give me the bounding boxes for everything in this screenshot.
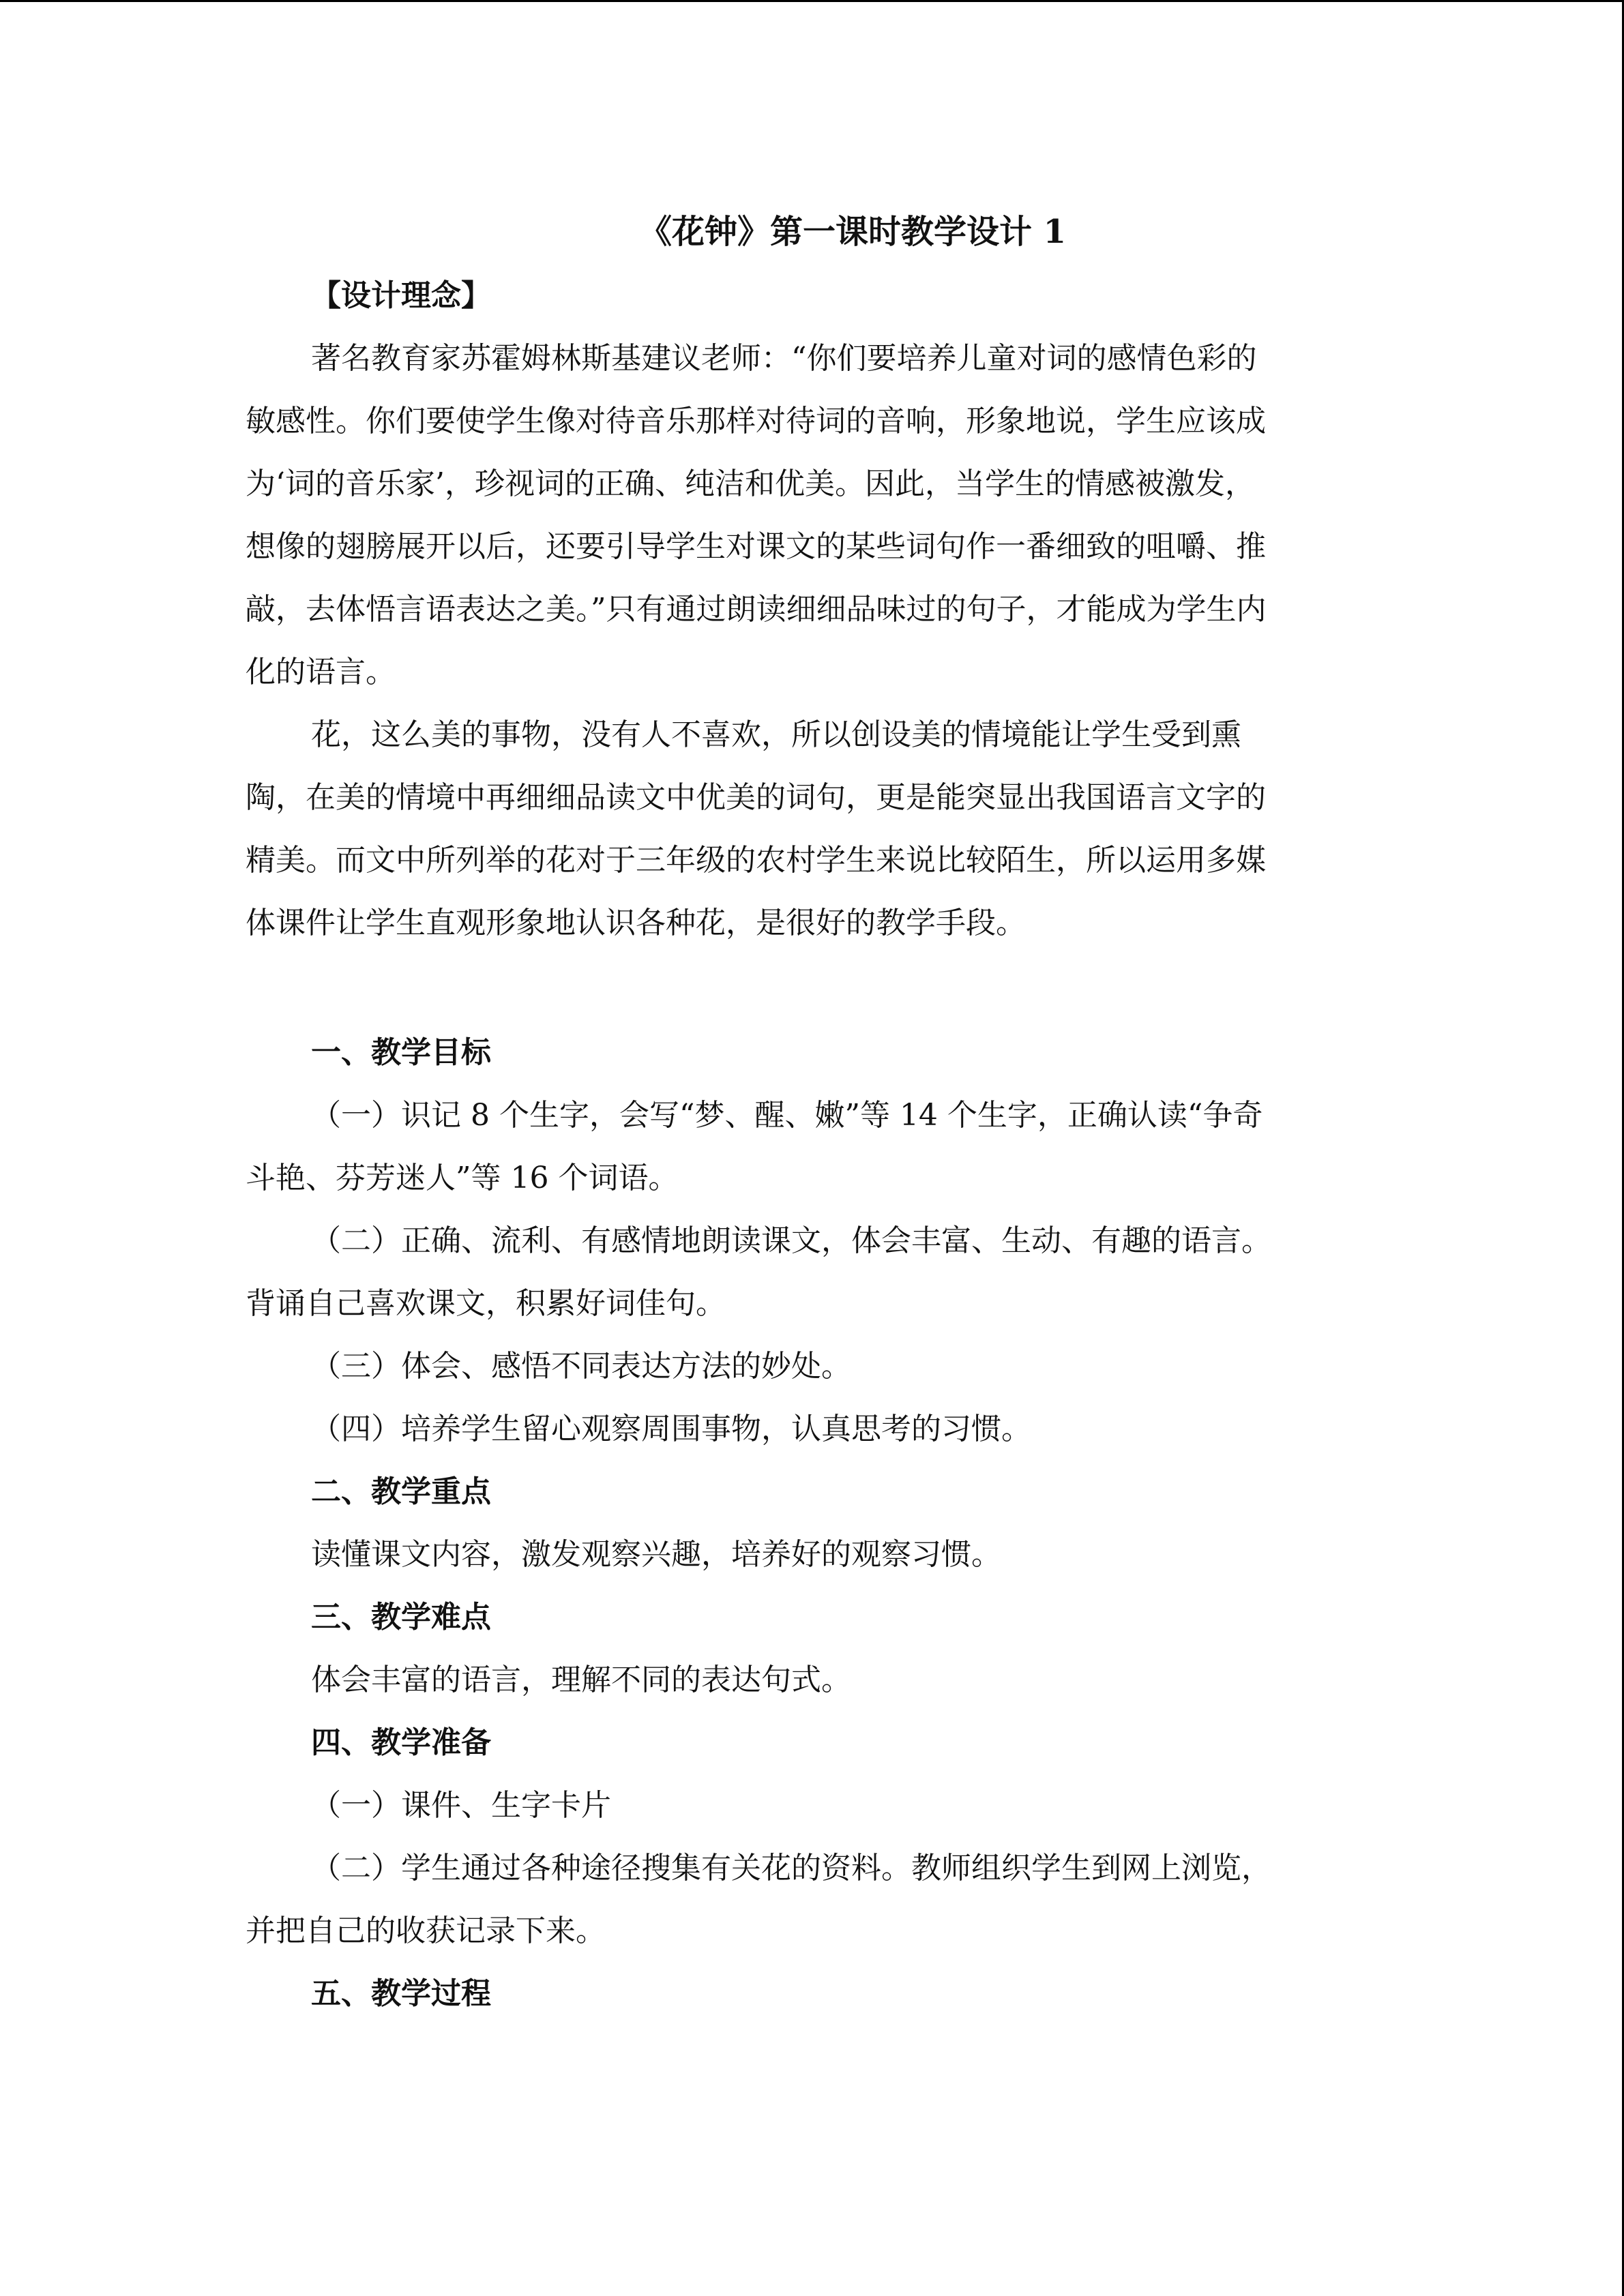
document-body	[246, 205, 1378, 2025]
concept-para2-line: 体课件让学生直观形象地认识各种花，是很好的教学手段。	[246, 906, 1026, 940]
concept-para1-line: 敲，去体悟言语表达之美。”只有通过朗读细细品味过的句子，才能成为学生内	[246, 592, 1267, 627]
concept-para2-line: 精美。而文中所列举的花对于三年级的农村学生来说比较陌生，所以运用多媒	[246, 843, 1266, 878]
key-points-heading: 二、教学重点	[311, 1474, 491, 1509]
difficulty-text: 体会丰富的语言，理解不同的表达句式。	[311, 1663, 851, 1697]
concept-para1-line: 想像的翅膀展开以后，还要引导学生对课文的某些词句作一番细致的咀嚼、推	[246, 529, 1266, 564]
goal-2-line: （二）正确、流利、有感情地朗读课文，体会丰富、生动、有趣的语言。	[311, 1223, 1271, 1258]
concept-para1-line: 敏感性。你们要使学生像对待音乐那样对待词的音响，形象地说，学生应该成	[246, 404, 1266, 438]
document-title: 《花钟》第一课时教学设计 1	[638, 213, 1067, 251]
goal-4-line: （四）培养学生留心观察周围事物，认真思考的习惯。	[311, 1412, 1031, 1446]
prep-2-line: （二）学生通过各种途径搜集有关花的资料。教师组织学生到网上浏览，	[311, 1851, 1271, 1885]
concept-para1-line: 化的语言。	[246, 655, 396, 689]
key-points-text: 读懂课文内容，激发观察兴趣，培养好的观察习惯。	[311, 1537, 1001, 1572]
prep-1-line: （一）课件、生字卡片	[311, 1788, 611, 1823]
goal-3-line: （三）体会、感悟不同表达方法的妙处。	[311, 1349, 851, 1384]
page-border-top	[0, 0, 1624, 2]
goals-heading: 一、教学目标	[311, 1035, 491, 1070]
concept-para2-line: 花，这么美的事物，没有人不喜欢，所以创设美的情境能让学生受到熏	[311, 717, 1241, 752]
goal-1-line: （一）识记 8 个生字，会写“梦、醒、嫩”等 14 个生字，正确认读“争奇	[311, 1098, 1263, 1133]
process-heading: 五、教学过程	[311, 1976, 491, 2011]
goal-2-line: 背诵自己喜欢课文，积累好词佳句。	[246, 1286, 726, 1321]
section-spacer	[246, 955, 1378, 1022]
preparation-heading: 四、教学准备	[311, 1725, 491, 1760]
concept-para1-line: 著名教育家苏霍姆林斯基建议老师：“你们要培养儿童对词的感情色彩的	[311, 341, 1257, 376]
concept-heading: 【设计理念】	[311, 278, 491, 313]
concept-para1-line: 为‘词的音乐家’，珍视词的正确、纯洁和优美。因此，当学生的情感被激发，	[246, 466, 1255, 501]
prep-2-line: 并把自己的收获记录下来。	[246, 1913, 606, 1948]
concept-para2-line: 陶，在美的情境中再细细品读文中优美的词句，更是能突显出我国语言文字的	[246, 780, 1266, 815]
goal-1-line: 斗艳、芬芳迷人”等 16 个词语。	[246, 1161, 679, 1195]
difficulty-heading: 三、教学难点	[311, 1600, 491, 1635]
